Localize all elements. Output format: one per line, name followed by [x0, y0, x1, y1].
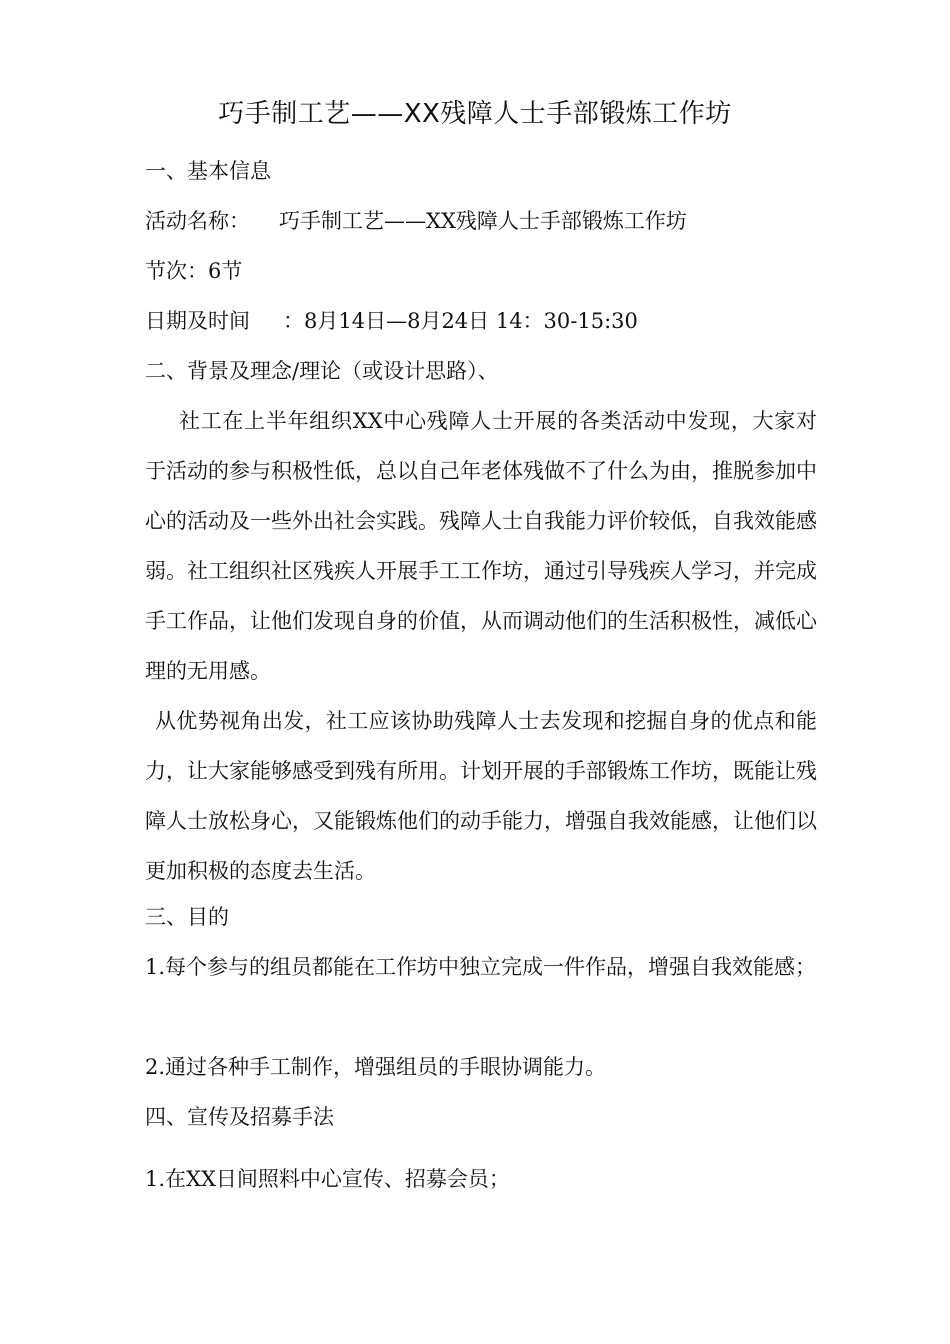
datetime-row: [145, 306, 638, 336]
document-title: 巧手制工艺——XX残障人士手部锻炼工作坊: [218, 99, 732, 129]
section-heading-basic-info: 一、基本信息: [145, 159, 271, 183]
purpose-item-2: 2.通过各种手工制作，增强组员的手眼协调能力。: [145, 1055, 607, 1079]
background-paragraph-2: 从优势视角出发，社工应该协助残障人士去发现和挖掘自身的优点和能力，让大家能够感受到残有所用。计划开展的手部锻炼工作坊，既能让残障人士放松身心，又能锻炼他们的动手能力，增强自我效能感，让他们以更加积极的态度去生活。: [145, 709, 817, 883]
activity-name-value: 巧手制工艺——XX残障人士手部锻炼工作坊: [279, 209, 687, 233]
activity-name-row: [145, 206, 687, 236]
section-heading-background: 二、背景及理念/理论（或设计思路）、: [145, 359, 499, 383]
purpose-item-1: 1.每个参与的组员都能在工作坊中独立完成一件作品，增强自我效能感；: [145, 955, 817, 979]
datetime-value: ：8月14日—8月24日 14：30-15:30: [283, 309, 638, 333]
datetime-label: 日期及时间: [145, 309, 250, 333]
activity-name-label: 活动名称：: [145, 209, 250, 233]
section-heading-recruitment: 四、宣传及招募手法: [145, 1105, 334, 1129]
background-paragraph-1: 社工在上半年组织XX中心残障人士开展的各类活动中发现，大家对于活动的参与积极性低，总以自己年老体残做不了什么为由，推脱参加中心的活动及一些外出社会实践。残障人士自我能力评价较低，自我效能感弱。社工组织社区残疾人开展手工工作坊，通过引导残疾人学习，并完成手工作品，让他们发现自身的价值，从而调动他们的生活积极性，减低心理的无用感。: [145, 409, 817, 683]
sessions-row: 节次：6节: [145, 259, 243, 283]
recruitment-item-1: 1.在XX日间照料中心宣传、招募会员；: [145, 1167, 510, 1191]
section-heading-purpose: 三、目的: [145, 905, 229, 929]
